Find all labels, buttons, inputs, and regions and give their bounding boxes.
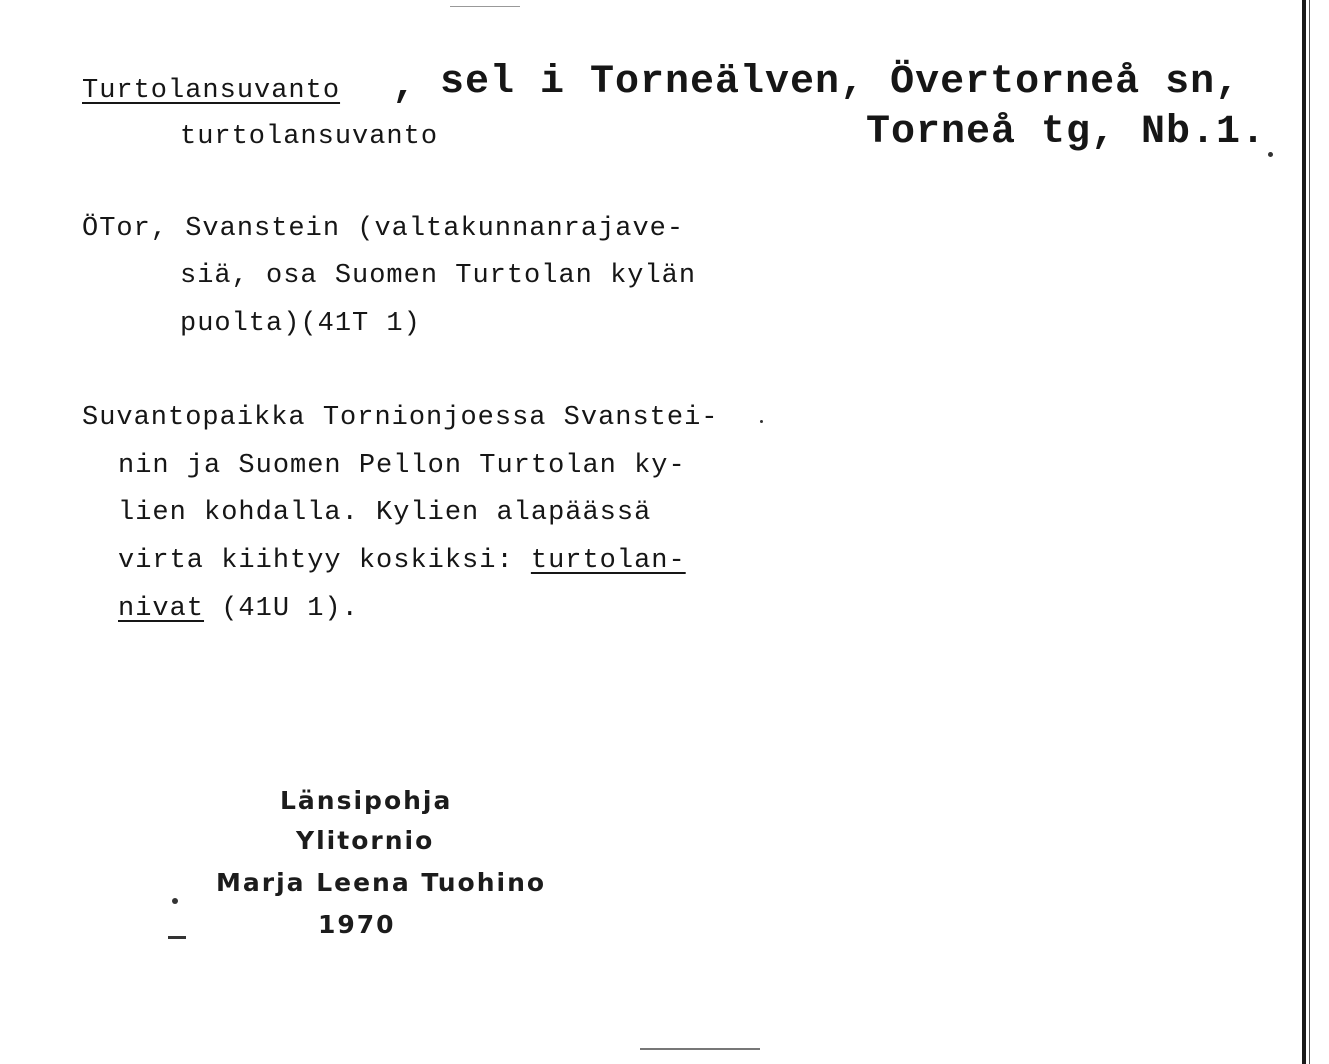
body-line-5-suffix: (41U 1). [204,594,359,624]
scan-speck [760,420,763,423]
reference-link-part-1: turtolan- [530,546,686,576]
description-line-1: sel i Torneälven, Övertorneå sn, [440,60,1241,105]
card-edge-border [1302,0,1306,1064]
reference-link-part-2: nivat [118,594,205,624]
body-line-4-prefix: virta kiihtyy koskiksi: [118,546,531,576]
headword: Turtolansuvanto [82,76,341,106]
headword-separator: , [392,64,418,109]
stamp-region: Länsipohja [280,786,453,815]
body-line-3: lien kohdalla. Kylien alapäässä [118,498,652,528]
body-line-1: Suvantopaikka Tornionjoessa Svanstei- [82,403,719,433]
scan-speck [1268,152,1273,157]
body-line-2: nin ja Suomen Pellon Turtolan ky- [118,451,686,481]
body-line-4 [118,546,686,576]
body-line-5 [118,594,359,624]
description-line-2: Torneå tg, Nb.1. [866,110,1267,155]
note-line-1: ÖTor, Svanstein (valtakunnanrajave- [82,214,685,244]
scan-speck [172,898,178,904]
stamp-year: 1970 [318,910,396,939]
note-line-3: puolta)(41T 1) [180,309,421,339]
pronunciation: turtolansuvanto [180,122,439,152]
stamp-parish: Ylitornio [296,826,435,855]
scan-speck [168,936,186,939]
scan-speck [450,6,520,7]
stamp-collector: Marja Leena Tuohino [216,868,547,897]
scan-speck [640,1048,760,1050]
card-edge-border-thin [1309,0,1310,1064]
note-line-2: siä, osa Suomen Turtolan kylän [180,261,697,291]
